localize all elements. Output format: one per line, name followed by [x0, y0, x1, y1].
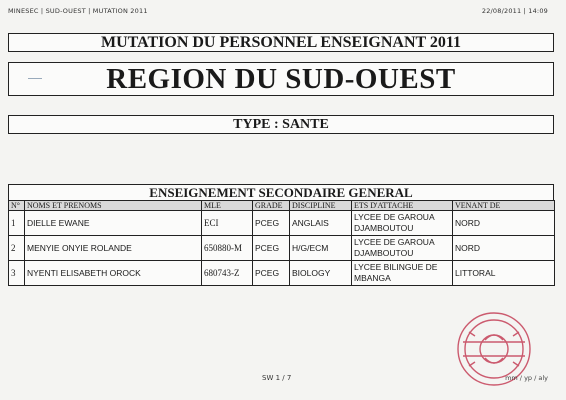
type-title: TYPE : SANTE	[8, 115, 554, 134]
page-indicator: SW 1 / 7	[262, 374, 292, 382]
row-grade: PCEG	[253, 211, 290, 236]
col-header-name: NOMS ET PRENOMS	[25, 201, 202, 211]
table-row	[9, 261, 555, 286]
row-grade: PCEG	[253, 261, 290, 286]
row-ets: LYCEE BILINGUE DE MBANGA	[352, 261, 453, 286]
row-mle: ECI	[202, 211, 253, 236]
row-mle: 650880-M	[202, 236, 253, 261]
scan-mark	[28, 78, 42, 79]
row-name: MENYIE ONYIE ROLANDE	[25, 236, 202, 261]
row-discipline: BIOLOGY	[290, 261, 352, 286]
col-header-ets: ETS D'ATTACHE	[352, 201, 453, 211]
row-number: 2	[9, 236, 25, 261]
table-row	[9, 211, 555, 236]
table-row	[9, 236, 555, 261]
row-name: NYENTI ELISABETH OROCK	[25, 261, 202, 286]
col-header-discipline: DISCIPLINE	[290, 201, 352, 211]
initials: mm / yp / aly	[505, 374, 548, 382]
table-header-row	[9, 201, 555, 211]
row-from: LITTORAL	[453, 261, 555, 286]
row-ets: LYCEE DE GAROUA DJAMBOUTOU	[352, 236, 453, 261]
region-title: REGION DU SUD-OUEST	[8, 62, 554, 96]
col-header-from: VENANT DE	[453, 201, 555, 211]
row-mle: 680743-Z	[202, 261, 253, 286]
row-ets: LYCEE DE GAROUA DJAMBOUTOU	[352, 211, 453, 236]
header-left: MINESEC | SUD-OUEST | MUTATION 2011	[8, 7, 148, 15]
row-from: NORD	[453, 236, 555, 261]
row-name: DIELLE EWANE	[25, 211, 202, 236]
row-discipline: H/G/ECM	[290, 236, 352, 261]
row-discipline: ANGLAIS	[290, 211, 352, 236]
col-header-grade: GRADE	[253, 201, 290, 211]
staff-table	[8, 200, 555, 286]
col-header-mle: MLE	[202, 201, 253, 211]
col-header-number: N°	[9, 201, 25, 211]
header-right: 22/08/2011 | 14:09	[481, 7, 548, 15]
section-title: ENSEIGNEMENT SECONDAIRE GENERAL	[8, 184, 554, 200]
main-title: MUTATION DU PERSONNEL ENSEIGNANT 2011	[8, 33, 554, 52]
row-grade: PCEG	[253, 236, 290, 261]
row-from: NORD	[453, 211, 555, 236]
row-number: 3	[9, 261, 25, 286]
row-number: 1	[9, 211, 25, 236]
